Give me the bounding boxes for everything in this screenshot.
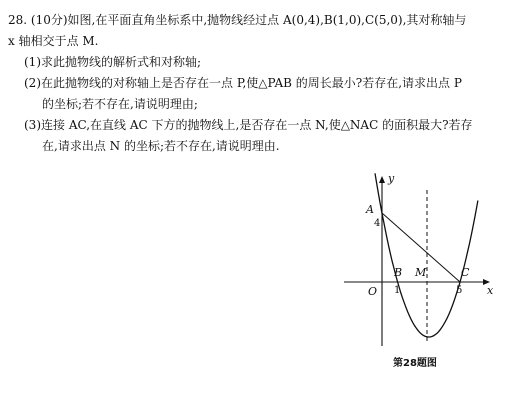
- label-b: B: [394, 266, 403, 279]
- parabola-figure: [336, 168, 506, 353]
- label-5: 5: [456, 285, 463, 296]
- question-part-2: (2)在此抛物线的对称轴上是否存在一点 P,使△PAB 的周长最小?若存在,请求出点 P: [24, 76, 462, 90]
- label-a: A: [366, 203, 374, 216]
- label-4: 4: [374, 218, 381, 229]
- question-part-2-continued: 的坐标;若不存在,请说明理由;: [42, 97, 198, 111]
- label-x: x: [487, 284, 494, 297]
- label-m: M: [415, 266, 427, 279]
- figure-caption: 第28题图: [393, 358, 437, 369]
- label-1: 1: [394, 285, 401, 296]
- label-c: C: [461, 266, 470, 279]
- y-axis-arrow: [379, 176, 385, 183]
- label-origin: O: [368, 285, 378, 298]
- parabola-curve: [375, 173, 478, 337]
- question-part-3: (3)连接 AC,在直线 AC 下方的抛物线上,是否存在一点 N,使△NAC 的面积最大?若存: [24, 118, 473, 132]
- label-y: y: [388, 172, 395, 185]
- question-block: [8, 10, 508, 157]
- question-part-3-continued: 在,请求出点 N 的坐标;若不存在,请说明理由.: [42, 139, 280, 153]
- question-line-2: x 轴相交于点 M.: [8, 34, 99, 48]
- question-line-1: 28. (10分)如图,在平面直角坐标系中,抛物线经过点 A(0,4),B(1,0),C(5,0),其对称轴与: [8, 13, 467, 27]
- parabola-diagram: [336, 168, 506, 353]
- question-part-1: (1)求此抛物线的解析式和对称轴;: [24, 55, 202, 69]
